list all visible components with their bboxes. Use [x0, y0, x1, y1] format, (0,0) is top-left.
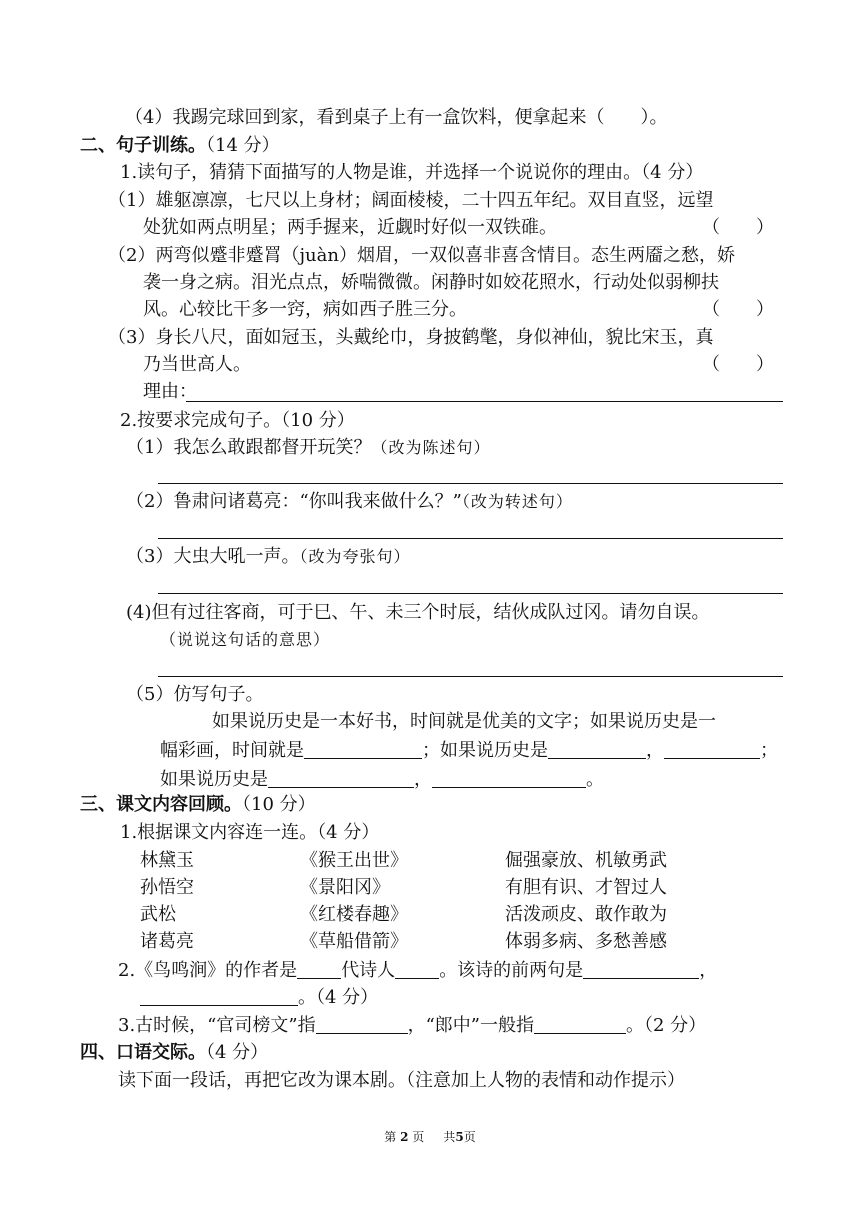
poem-question-line-1: [118, 960, 717, 982]
sentence-2-hint: （改为转述句）: [461, 492, 573, 511]
answer-line-1[interactable]: [158, 483, 783, 484]
imitation-text-e: 如果说历史是: [160, 769, 268, 790]
match-name[interactable]: 孙悟空: [140, 877, 194, 898]
fill-blank-author[interactable]: [297, 960, 341, 979]
vocab-question: [118, 1015, 706, 1037]
sentence-5-title: （5）仿写句子。: [126, 684, 264, 705]
poem-question-text-e: 。（4 分）: [298, 987, 379, 1008]
poem-question-text-c: 。该诗的前两句是: [439, 960, 584, 981]
answer-paren-1[interactable]: （ ）: [702, 217, 774, 238]
answer-paren-2[interactable]: （ ）: [702, 299, 774, 320]
vocab-question-text-c: 。（2 分）: [625, 1015, 707, 1036]
passage-1-line-1: （1）雄躯凛凛，七尺以上身材；阔面棱棱，二十四五年纪。双目直竖，远望: [108, 190, 714, 211]
reason-answer-line[interactable]: [186, 401, 783, 402]
answer-paren-3[interactable]: （ ）: [702, 354, 774, 375]
match-question-stem: 1.根据课文内容连一连。（4 分）: [120, 822, 380, 843]
passage-1-line-2: 处犹如两点明星；两手握来，近觑时好似一双铁碓。: [143, 217, 557, 238]
section-3-score: （10 分）: [242, 794, 316, 815]
sentence-4-hint: （说说这句话的意思）: [160, 630, 331, 649]
fill-blank-time-2[interactable]: [664, 740, 760, 759]
match-name[interactable]: 林黛玉: [140, 850, 194, 871]
total-pages: 5: [455, 1130, 464, 1144]
imitation-text-c: ，: [646, 740, 664, 761]
section-3-title: 三、课文内容回顾。: [80, 794, 242, 815]
passage-3-line-1: （3）身长八尺，面如冠玉，头戴纶巾，身披鹤氅，身似神仙，貌比宋玉，真: [108, 327, 714, 348]
poem-question-text-a: 2.《鸟鸣涧》的作者是: [118, 960, 298, 981]
passage-3-line-2: 乃当世高人。: [143, 354, 251, 375]
poem-question-text-d: ，: [699, 960, 718, 981]
fill-blank-second-line[interactable]: [140, 987, 298, 1006]
imitation-text-d: ；: [760, 740, 778, 761]
answer-line-3[interactable]: [158, 593, 783, 594]
imitation-text-g: 。: [586, 769, 604, 790]
match-trait[interactable]: 体弱多病、多愁善感: [505, 931, 667, 952]
passage-2-line-1: （2）两弯似蹙非蹙罥（juàn）烟眉，一双似喜非喜含情目。态生两靥之愁，娇: [108, 245, 735, 266]
sentence-1: [126, 437, 490, 459]
imitation-text-f: ，: [414, 769, 432, 790]
vocab-question-text-b: ，“郎中”一般指: [407, 1015, 534, 1036]
sentence-3-hint: （改为夸张句）: [299, 547, 411, 566]
fill-blank-first-line[interactable]: [583, 960, 699, 979]
sentence-3-text: （3）大虫大吼一声。: [126, 546, 300, 567]
match-name[interactable]: 诸葛亮: [140, 931, 194, 952]
sentence-1-hint: （改为陈述句）: [371, 438, 491, 457]
imitation-text-b: ；如果说历史是: [422, 740, 548, 761]
match-text-title[interactable]: 《草船借箭》: [300, 931, 408, 952]
poem-question-text-b: 代诗人: [341, 960, 396, 981]
footer-text: 页: [412, 1130, 425, 1144]
match-trait[interactable]: 活泼顽皮、敢作敢为: [505, 904, 667, 925]
poem-question-line-2: [140, 987, 378, 1009]
section-4-title: 四、口语交际。: [80, 1042, 206, 1063]
imitation-line-3: [160, 769, 604, 791]
q1-stem: 1.读句子，猜猜下面描写的人物是谁，并选择一个说说你的理由。（4 分）: [120, 162, 704, 183]
fill-blank-langzhong[interactable]: [534, 1015, 626, 1034]
passage-2-line-3: 风。心较比干多一窍，病如西子胜三分。: [143, 299, 467, 320]
sentence-4-text: (4)但有过往客商，可于巳、午、未三个时辰，结伙成队过冈。请勿自误。: [126, 602, 710, 623]
answer-line-4[interactable]: [158, 676, 783, 677]
match-text-title[interactable]: 《景阳冈》: [300, 877, 390, 898]
answer-line-2[interactable]: [158, 538, 783, 539]
footer-text: 页: [463, 1130, 476, 1144]
footer-text: 共: [443, 1130, 456, 1144]
match-trait[interactable]: 倔强豪放、机敏勇武: [505, 850, 667, 871]
question-4-text: （4）我踢完球回到家，看到桌子上有一盒饮料，便拿起来（ ）。: [125, 107, 668, 128]
sentence-2: [126, 491, 573, 513]
match-text-title[interactable]: 《猴王出世》: [300, 850, 408, 871]
section-2-title: 二、句子训练。: [80, 135, 206, 156]
section-2-heading: [80, 135, 280, 157]
vocab-question-text-a: 3.古时候，“官司榜文”指: [118, 1015, 316, 1036]
fill-blank-history-2[interactable]: [548, 740, 646, 759]
imitation-line-2: [160, 740, 778, 762]
section-4-instruction: 读下面一段话，再把它改为课本剧。（注意加上人物的表情和动作提示）: [118, 1070, 685, 1091]
sentence-1-text: （1）我怎么敢跟都督开玩笑？: [126, 437, 372, 458]
fill-blank-time-3[interactable]: [432, 769, 586, 788]
match-trait[interactable]: 有胆有识、才智过人: [505, 877, 667, 898]
fill-blank-history-3[interactable]: [268, 769, 414, 788]
page-number: 2: [400, 1130, 409, 1144]
fill-blank-dynasty[interactable]: [395, 960, 439, 979]
reason-label: 理由：: [143, 381, 197, 402]
section-2-score: （14 分）: [206, 135, 280, 156]
fill-blank-time-1[interactable]: [304, 740, 422, 759]
fill-blank-bangwen[interactable]: [316, 1015, 408, 1034]
match-text-title[interactable]: 《红楼春趣》: [300, 904, 408, 925]
passage-2-line-2: 袭一身之病。泪光点点，娇喘微微。闲静时如姣花照水，行动处似弱柳扶: [143, 272, 719, 293]
imitation-line-1: 如果说历史是一本好书，时间就是优美的文字；如果说历史是一: [212, 711, 716, 732]
match-name[interactable]: 武松: [140, 904, 176, 925]
sentence-3: [126, 546, 410, 568]
section-4-heading: [80, 1042, 268, 1064]
section-4-score: （4 分）: [206, 1042, 269, 1063]
q2-stem: 2.按要求完成句子。（10 分）: [120, 410, 355, 431]
page-footer: [0, 1129, 860, 1145]
imitation-text-a: 幅彩画，时间就是: [160, 740, 304, 761]
section-3-heading: [80, 794, 316, 816]
sentence-2-text: （2）鲁肃问诸葛亮：“你叫我来做什么？”: [126, 491, 462, 512]
footer-text: 第: [384, 1130, 397, 1144]
